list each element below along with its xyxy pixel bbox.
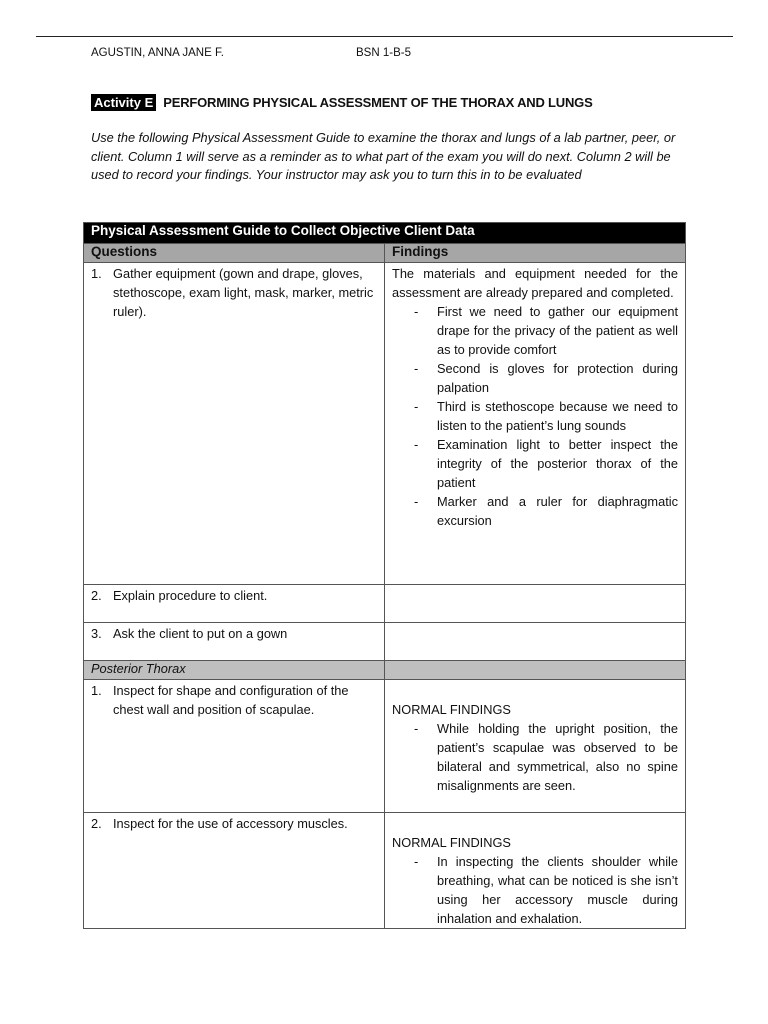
question-text: Gather equipment (gown and drape, gloves, stethoscope, exam light, mask, marker, metric ruler). xyxy=(113,266,374,319)
list-item: - Second is gloves for protection during palpation xyxy=(414,361,678,395)
section-label: Posterior Thorax xyxy=(84,661,385,680)
table-row xyxy=(84,680,686,813)
question-text: Inspect for shape and configuration of the chest wall and position of scapulae. xyxy=(113,683,349,717)
section-row-posterior-thorax xyxy=(84,661,686,680)
activity-heading xyxy=(91,94,593,111)
list-item: - While holding the upright position, the patient’s scapulae was observed to be bilateral and symmetrical, also no spine misalignments are seen. xyxy=(414,721,678,793)
finding-cell xyxy=(385,813,686,929)
finding-list xyxy=(392,302,678,530)
activity-title: PERFORMING PHYSICAL ASSESSMENT OF THE THORAX AND LUNGS xyxy=(163,95,593,110)
question-number: 3. xyxy=(91,626,102,641)
finding-cell xyxy=(385,585,686,623)
question-text: Inspect for the use of accessory muscles. xyxy=(113,816,348,831)
table-title: Physical Assessment Guide to Collect Objective Client Data xyxy=(84,223,686,244)
normal-findings-label: NORMAL FINDINGS xyxy=(392,835,511,850)
question-number: 1. xyxy=(91,683,102,698)
question-cell xyxy=(84,680,385,813)
question-cell xyxy=(84,263,385,585)
list-item: - Marker and a ruler for diaphragmatic excursion xyxy=(414,494,678,528)
question-cell xyxy=(84,813,385,929)
question-text: Ask the client to put on a gown xyxy=(113,626,288,641)
finding-cell xyxy=(385,623,686,661)
question-number: 1. xyxy=(91,266,102,281)
finding-cell xyxy=(385,263,686,585)
section-filler xyxy=(385,661,686,680)
finding-intro: The materials and equipment needed for the assessment are already prepared and completed. xyxy=(392,266,678,300)
table-title-row xyxy=(84,223,686,244)
question-cell xyxy=(84,585,385,623)
header-rule xyxy=(36,36,733,37)
instructions-paragraph: Use the following Physical Assessment Guide to examine the thorax and lungs of a lab partner, peer, or client. Column 1 will serve as a reminder as to what part of the exam you will do next. Column 2 will be used to record your findings. Your instructor may ask you to turn this in to be evaluated xyxy=(91,130,676,182)
table-row xyxy=(84,813,686,929)
list-item: - Third is stethoscope because we need to listen to the patient’s lung sounds xyxy=(414,399,678,433)
questions-column-header: Questions xyxy=(84,244,385,263)
question-text: Explain procedure to client. xyxy=(113,588,268,603)
activity-badge: Activity E xyxy=(91,94,156,111)
findings-column-header: Findings xyxy=(385,244,686,263)
question-cell xyxy=(84,623,385,661)
finding-list xyxy=(392,719,678,795)
finding-list xyxy=(392,852,678,928)
list-item: - First we need to gather our equipment drape for the privacy of the patient as well as to provide comfort xyxy=(414,304,678,357)
question-number: 2. xyxy=(91,816,102,831)
finding-cell xyxy=(385,680,686,813)
list-item: - In inspecting the clients shoulder while breathing, what can be noticed is she isn’t using her accessory muscle during inhalation and exhalation. xyxy=(414,854,678,926)
student-name: AGUSTIN, ANNA JANE F. xyxy=(91,47,224,59)
table-row xyxy=(84,585,686,623)
question-number: 2. xyxy=(91,588,102,603)
column-header-row xyxy=(84,244,686,263)
table-row xyxy=(84,263,686,585)
student-section: BSN 1-B-5 xyxy=(356,47,411,59)
table-row xyxy=(84,623,686,661)
normal-findings-label: NORMAL FINDINGS xyxy=(392,702,511,717)
list-item: - Examination light to better inspect the integrity of the posterior thorax of the patient xyxy=(414,437,678,490)
assessment-guide-table xyxy=(83,222,686,929)
